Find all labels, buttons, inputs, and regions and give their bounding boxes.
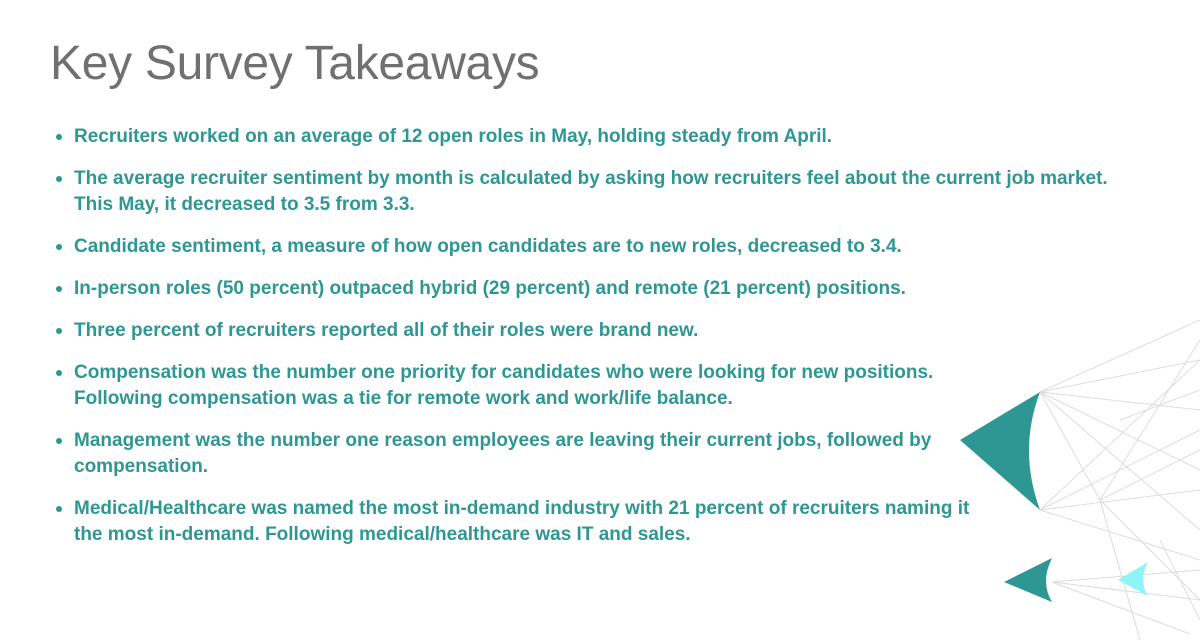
bullet-icon bbox=[56, 134, 62, 140]
small-triangle-shape bbox=[1004, 558, 1052, 602]
bullet-icon bbox=[56, 176, 62, 182]
list-item bbox=[52, 234, 1132, 260]
list-item bbox=[52, 166, 1114, 218]
bullet-icon bbox=[56, 438, 62, 444]
list-item bbox=[52, 496, 994, 548]
list-item bbox=[52, 276, 1132, 302]
bullet-text: Compensation was the number one priority for candidates who were looking for new positions. Following compensation was a tie for remote work and work/life balance. bbox=[74, 362, 934, 409]
bullet-text: Three percent of recruiters reported all of their roles were brand new. bbox=[74, 320, 699, 341]
bullet-icon bbox=[56, 328, 62, 334]
bullet-text: The average recruiter sentiment by month is calculated by asking how recruiters feel about the current job market. This May, it decreased to 3.5 from 3.3. bbox=[74, 168, 1108, 215]
list-item bbox=[52, 428, 934, 480]
bullet-text: Recruiters worked on an average of 12 open roles in May, holding steady from April. bbox=[74, 126, 833, 147]
bullet-icon bbox=[56, 244, 62, 250]
bullet-icon bbox=[56, 506, 62, 512]
bullet-text: Medical/Healthcare was named the most in-demand industry with 21 percent of recruiters naming it the most in-demand. Following medical/healthcare was IT and sales. bbox=[74, 498, 970, 545]
bullet-icon bbox=[56, 370, 62, 376]
list-item bbox=[52, 124, 1074, 150]
network-lines bbox=[1040, 320, 1200, 640]
decorative-network-graphic bbox=[960, 300, 1200, 640]
page-title: Key Survey Takeaways bbox=[50, 37, 540, 90]
bullet-text: In-person roles (50 percent) outpaced hybrid (29 percent) and remote (21 percent) positions. bbox=[74, 278, 906, 299]
bullet-text: Management was the number one reason employees are leaving their current jobs, followed by compensation. bbox=[74, 430, 932, 477]
bullet-text: Candidate sentiment, a measure of how open candidates are to new roles, decreased to 3.4. bbox=[74, 236, 902, 257]
large-triangle-shape bbox=[960, 392, 1040, 510]
list-item bbox=[52, 360, 934, 412]
bullet-icon bbox=[56, 286, 62, 292]
